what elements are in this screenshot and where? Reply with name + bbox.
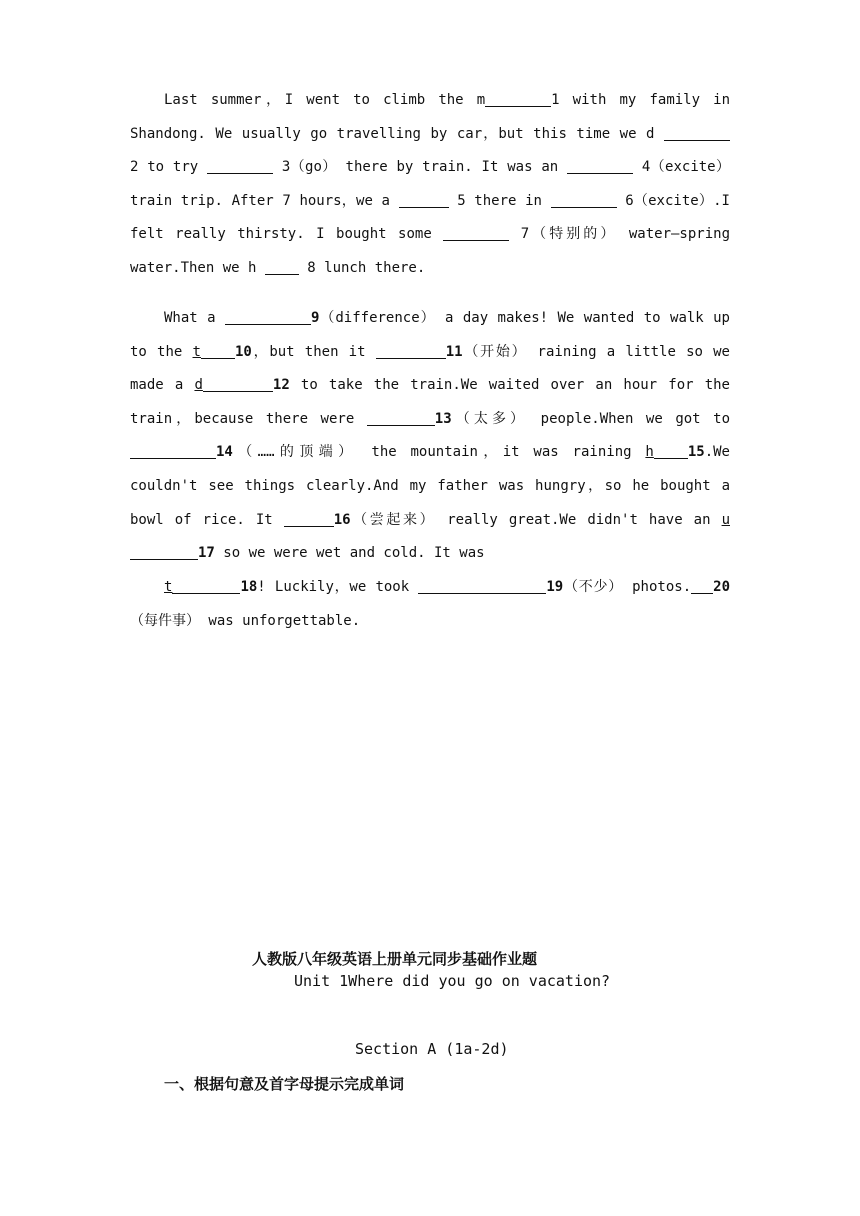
section-title: Section A (1a-2d) — [355, 1040, 509, 1058]
blank-number: 18 — [240, 579, 258, 595]
blank-number: 14 — [216, 444, 233, 461]
text: so we were wet and cold. It was — [214, 545, 485, 562]
blank-16[interactable] — [284, 510, 334, 527]
text: ，but then it — [251, 343, 376, 360]
blank-14[interactable] — [130, 442, 216, 459]
blank-number: 15 — [687, 444, 705, 461]
blank-19[interactable] — [418, 577, 546, 594]
blank-7[interactable] — [443, 224, 509, 241]
blank-2[interactable] — [664, 124, 730, 141]
text: ! Luckily，we took — [257, 579, 419, 595]
initial-letter: t — [164, 579, 173, 595]
blank-18[interactable] — [172, 577, 240, 594]
passage-paragraph-2 — [130, 302, 730, 571]
blank-number: 17 — [198, 545, 215, 562]
text: 4（excite） train trip. After 7 hours，we a — [130, 159, 730, 209]
blank-number: 9 — [310, 310, 320, 326]
unit-title: Unit 1Where did you go on vacation? — [294, 972, 611, 990]
text: （开始） raining a little so we made a — [130, 343, 730, 394]
text: to take the train.We waited over an hour for the train，because there were — [130, 377, 730, 427]
document-title: 人教版八年级英语上册单元同步基础作业题 — [252, 950, 538, 968]
part-heading: 一、根据句意及首字母提示完成单词 — [164, 1075, 405, 1093]
blank-10[interactable] — [201, 342, 235, 359]
blank-number: 11 — [445, 343, 463, 360]
blank-number: 10 — [234, 343, 252, 360]
text: （太多） people.When we got to — [451, 410, 730, 427]
blank-4[interactable] — [567, 157, 633, 174]
text: （……的顶端） the mountain，it was raining — [232, 444, 646, 461]
text: .We couldn't see things clearly.And my father was hungry，so he bought a bowl of rice. It — [130, 444, 730, 528]
blank-8[interactable] — [265, 258, 299, 275]
text: What a — [164, 310, 225, 326]
initial-letter: u — [721, 511, 730, 528]
blank-number: 13 — [434, 410, 452, 427]
blank-number: 12 — [272, 377, 290, 394]
initial-letter: t — [192, 343, 201, 360]
text: （尝起来） really great.We didn't have an — [350, 511, 722, 528]
text: （每件事） was unforgettable. — [130, 612, 361, 629]
blank-20[interactable] — [691, 577, 713, 594]
text: 5 there in — [448, 192, 551, 209]
text: 8 lunch there. — [298, 259, 426, 276]
blank-number: 19 — [546, 579, 564, 595]
initial-letter: h — [645, 444, 654, 461]
blank-12[interactable] — [203, 375, 273, 392]
text: Last summer，I went to climb the m — [164, 92, 486, 108]
blank-11[interactable] — [376, 342, 446, 359]
blank-13[interactable] — [367, 409, 435, 426]
blank-6[interactable] — [551, 191, 617, 208]
initial-letter: d — [194, 377, 203, 394]
text: 7（特别的） water—spring water.Then we h — [130, 226, 730, 276]
text: 2 to try — [130, 159, 208, 176]
passage-paragraph-3 — [130, 571, 730, 638]
blank-number: 16 — [333, 511, 351, 528]
blank-9[interactable] — [225, 308, 311, 325]
blank-17[interactable] — [130, 543, 198, 560]
blank-15[interactable] — [654, 442, 688, 459]
passage-paragraph-1 — [130, 84, 730, 286]
text: （difference） a day makes! We wanted to walk up to the — [130, 310, 730, 360]
blank-1[interactable] — [485, 90, 551, 107]
blank-3[interactable] — [207, 157, 273, 174]
blank-number: 20 — [713, 579, 730, 595]
blank-5[interactable] — [399, 191, 449, 208]
text: 1 with my family in Shandong. We usually go travelling by car，but this time we d — [130, 92, 730, 142]
text: 3（go） there by train. It was an — [273, 159, 567, 176]
text: （不少） photos. — [563, 579, 692, 595]
text: 6（excite）.I felt really thirsty. I bought some — [130, 192, 730, 243]
